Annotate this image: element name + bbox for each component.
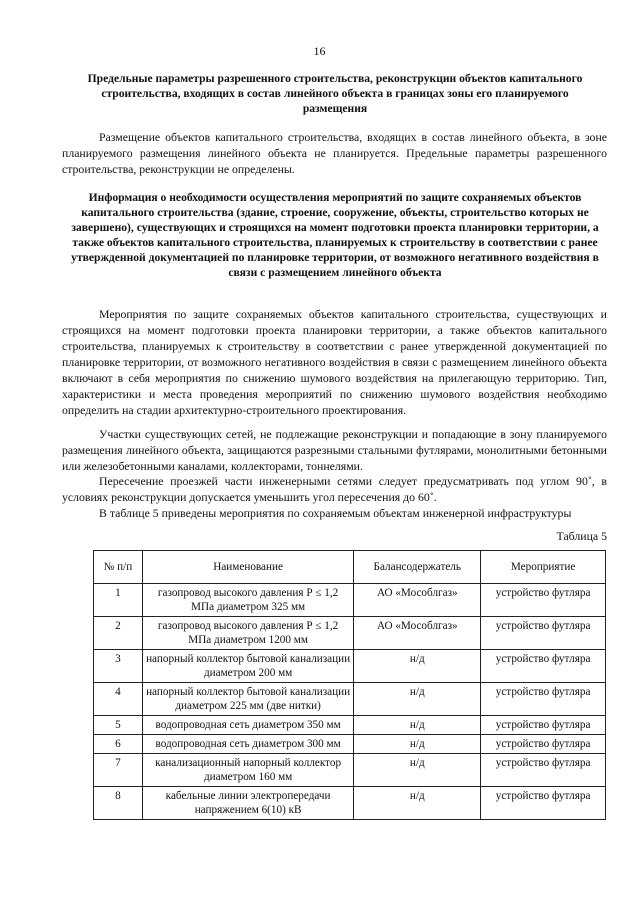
paragraph-networks: Участки существующих сетей, не подлежащие реконструкции и попадающие в зону планируемого размещения линейного объекта, защищаются разрезными стальными футлярами, монолитными бетонными или железобетонными каналами, коллекторами, тоннелями. [62, 427, 607, 473]
paragraph-limits: Размещение объектов капитального строительства, входящих в состав линейного объекта, в зоне планируемого размещения линейного объекта не планируется. Предельные параметры разрешенного строительства, реконструкции не определены. [62, 130, 607, 176]
cell-measure: устройство футляра [481, 787, 606, 820]
table-row [94, 754, 606, 787]
table-caption: Таблица 5 [556, 529, 607, 543]
cell-holder: н/д [354, 683, 481, 716]
cell-holder: АО «Мособлгаз» [354, 584, 481, 617]
cell-num: 2 [94, 617, 143, 650]
cell-num: 7 [94, 754, 143, 787]
cell-holder: н/д [354, 754, 481, 787]
table-row [94, 716, 606, 735]
section-heading-limits: Предельные параметры разрешенного строительства, реконструкции объектов капитального строительства, входящих в состав линейного объекта в границах зоны его планируемого размещения [87, 72, 583, 115]
cell-num: 4 [94, 683, 143, 716]
header-num: № п/п [94, 551, 143, 584]
page-number: 16 [313, 44, 326, 58]
header-measure: Мероприятие [481, 551, 606, 584]
header-name: Наименование [142, 551, 353, 584]
cell-name: напорный коллектор бытовой канализации диаметром 225 мм (две нитки) [142, 683, 353, 716]
cell-num: 3 [94, 650, 143, 683]
measures-table [93, 550, 606, 820]
header-holder: Балансодержатель [354, 551, 481, 584]
cell-measure: устройство футляра [481, 584, 606, 617]
cell-name: водопроводная сеть диаметром 300 мм [142, 735, 353, 754]
cell-name: газопровод высокого давления Р ≤ 1,2 МПа диаметром 325 мм [142, 584, 353, 617]
cell-measure: устройство футляра [481, 650, 606, 683]
cell-holder: н/д [354, 735, 481, 754]
cell-measure: устройство футляра [481, 754, 606, 787]
cell-holder: АО «Мособлгаз» [354, 617, 481, 650]
table-row [94, 787, 606, 820]
cell-name: напорный коллектор бытовой канализации диаметром 200 мм [142, 650, 353, 683]
cell-holder: н/д [354, 650, 481, 683]
table-header-row [94, 551, 606, 584]
cell-measure: устройство футляра [481, 716, 606, 735]
table-row [94, 617, 606, 650]
cell-name: кабельные линии электропередачи напряжением 6(10) кВ [142, 787, 353, 820]
cell-num: 1 [94, 584, 143, 617]
cell-measure: устройство футляра [481, 735, 606, 754]
table-row [94, 683, 606, 716]
table-row [94, 584, 606, 617]
table-row [94, 735, 606, 754]
cell-name: газопровод высокого давления Р ≤ 1,2 МПа диаметром 1200 мм [142, 617, 353, 650]
cell-num: 6 [94, 735, 143, 754]
paragraph-table-intro: В таблице 5 приведены мероприятия по сохраняемым объектам инженерной инфраструктуры [99, 506, 572, 520]
cell-measure: устройство футляра [481, 683, 606, 716]
paragraph-measures: Мероприятия по защите сохраняемых объектов капитального строительства, существующих и строящихся на момент подготовки проекта планировки территории, а также объектов капитального строительства, планируемых к строительству в соответствии с ранее утвержденной документацией по планировке территории, от возможного негативного воздействия в связи с размещением линейного объекта включают в себя мероприятия по снижению шумового воздействия на прилегающую территорию. Тип, характеристики и места проведения мероприятий по снижению шумового воздействия необходимо определить на стадии архитектурно-строительного проектирования. [62, 307, 607, 417]
paragraph-crossing: Пересечение проезжей части инженерными сетями следует предусматривать под углом 90˚, в условиях реконструкции допускается уменьшить угол пересечения до 60˚. [62, 474, 607, 504]
section-heading-protection: Информация о необходимости осуществления мероприятий по защите сохраняемых объектов капитального строительства (здание, строение, сооружение, объекты, строительство которых не завершено), существующих и строящихся на момент подготовки проекта планировки территории, а также объектов капитального строительства, планируемых к строительству в соответствии с ранее утвержденной документацией по планировке территории, от возможного негативного воздействия в связи с размещением линейного объекта [71, 191, 599, 279]
cell-num: 8 [94, 787, 143, 820]
cell-num: 5 [94, 716, 143, 735]
cell-name: канализационный напорный коллектор диаметром 160 мм [142, 754, 353, 787]
table-row [94, 650, 606, 683]
cell-holder: н/д [354, 787, 481, 820]
cell-measure: устройство футляра [481, 617, 606, 650]
cell-name: водопроводная сеть диаметром 350 мм [142, 716, 353, 735]
cell-holder: н/д [354, 716, 481, 735]
